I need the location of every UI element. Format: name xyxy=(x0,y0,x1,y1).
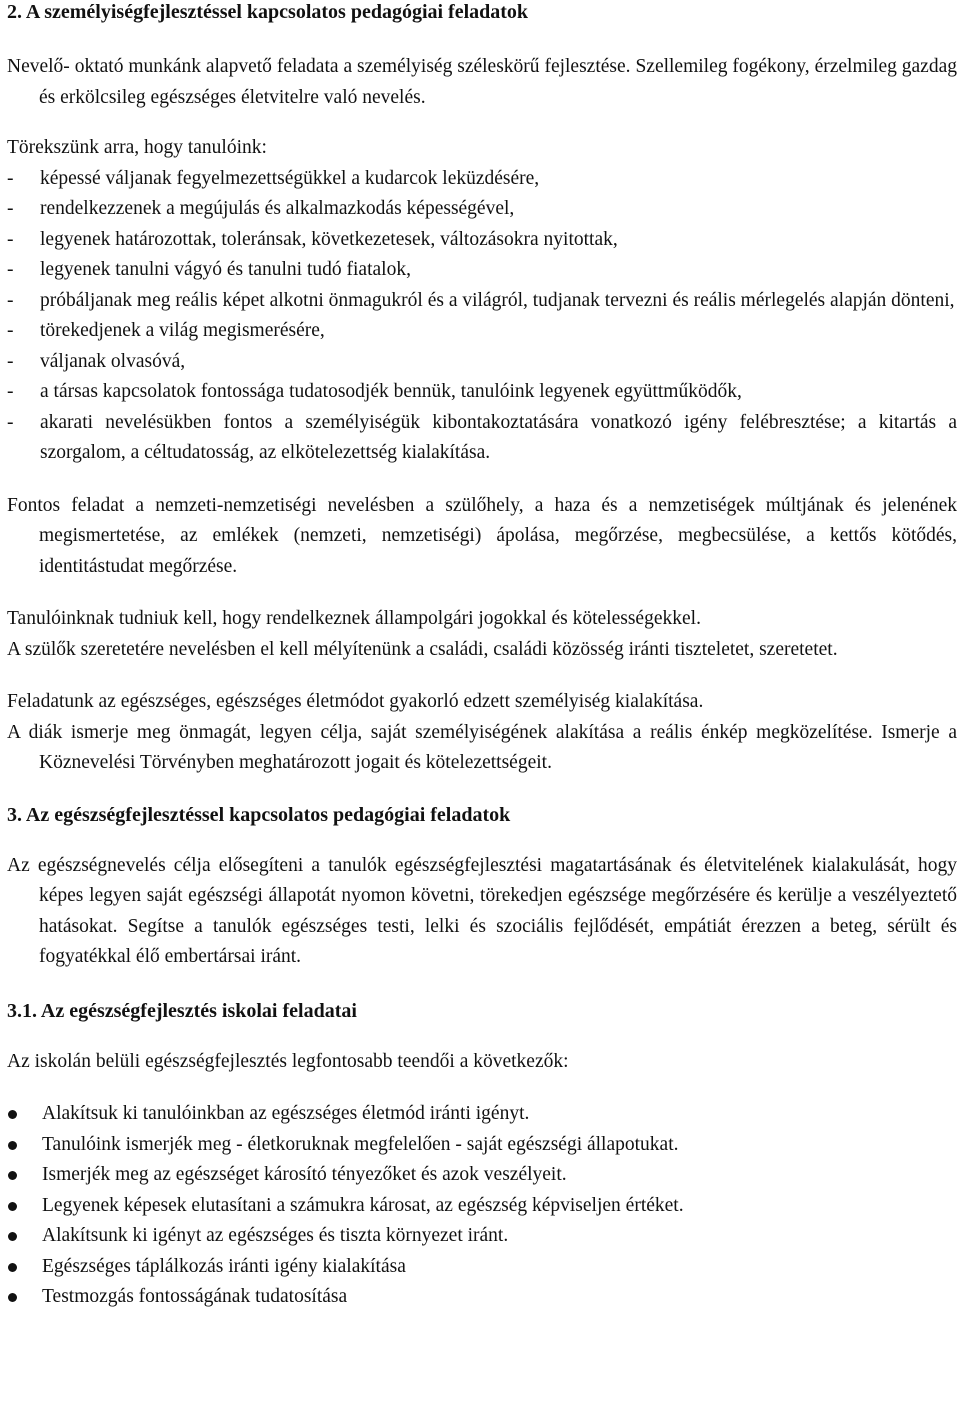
section-3-heading: 3. Az egészségfejlesztéssel kapcsolatos pedagógiai feladatok xyxy=(7,803,511,826)
list-item-text: akarati nevelésükben fontos a személyiségük kibontakoztatására vonatkozó igény felébresztése; a kitartás a szorgalom, a céltudatosság, az elkötelezettség kialakítása. xyxy=(40,411,957,463)
list-item-text: legyenek határozottak, toleránsak, következetesek, változásokra nyitottak, xyxy=(40,228,618,250)
section-2-paragraph-4a: Feladatunk az egészséges, egészséges életmódot gyakorló edzett személyiség kialakítása. xyxy=(7,691,704,712)
goals-list xyxy=(7,164,957,469)
document-page xyxy=(7,0,957,1313)
list-item-text: rendelkezzenek a megújulás és alkalmazkodás képességével, xyxy=(40,198,515,219)
dash-marker: - xyxy=(7,259,14,280)
bullet-item-text: Legyenek képesek elutasítani a számukra károsat, az egészség képviseljen értéket. xyxy=(42,1194,684,1216)
bullet-icon xyxy=(7,1130,42,1161)
list-item-text: legyenek tanulni vágyó és tanulni tudó fiatalok, xyxy=(40,259,411,280)
list-item xyxy=(7,286,957,317)
bullet-icon xyxy=(7,1099,42,1130)
dash-marker: - xyxy=(7,381,14,402)
health-tasks-list xyxy=(7,1099,957,1313)
dash-marker: - xyxy=(7,167,14,189)
list-item-text: váljanak olvasóvá, xyxy=(40,350,186,372)
list-item xyxy=(7,347,957,378)
bullet-item xyxy=(7,1099,957,1130)
bullet-item xyxy=(7,1130,957,1161)
list-item xyxy=(7,377,957,408)
bullet-icon xyxy=(7,1191,42,1222)
dash-marker: - xyxy=(7,198,14,219)
bullet-item xyxy=(7,1191,957,1222)
section-2-paragraph-3b: A szülők szeretetére nevelésben el kell mélyítenünk a családi, családi közösség iránti tiszteletet, szeretetet. xyxy=(7,638,838,660)
bullet-item-text: Testmozgás fontosságának tudatosítása xyxy=(42,1286,348,1307)
bullet-icon xyxy=(7,1282,42,1313)
dash-marker: - xyxy=(7,228,14,250)
section-2-heading: 2. A személyiségfejlesztéssel kapcsolatos pedagógiai feladatok xyxy=(7,1,529,23)
list-item xyxy=(7,255,957,286)
section-2-paragraph-4b: A diák ismerje meg önmagát, legyen célja, saját személyiségének alakítása a reális énkép megközelítése. Ismerje a Köznevelési Törvényben meghatározott jogait és kötelezettségeit. xyxy=(7,721,957,773)
list-item xyxy=(7,316,957,347)
list-item-text: törekedjenek a világ megismerésére, xyxy=(40,320,325,341)
section-2-paragraph-3a: Tanulóinknak tudniuk kell, hogy rendelkeznek állampolgári jogokkal és kötelességekkel. xyxy=(7,608,701,629)
section-2-paragraph-2: Fontos feladat a nemzeti-nemzetiségi nevelésben a szülőhely, a haza és a nemzetiségek múltjának és jelenének megismertetése, az emlékek (nemzeti, nemzetiségi) ápolása, megőrzése, megbecsülése, a kettős kötődés, identitástudat megőrzése. xyxy=(7,494,957,577)
bullet-item-text: Egészséges táplálkozás iránti igény kialakítása xyxy=(42,1255,406,1277)
dash-marker: - xyxy=(7,289,14,311)
bullet-icon xyxy=(7,1160,42,1191)
bullet-item-text: Alakítsunk ki igényt az egészséges és tiszta környezet iránt. xyxy=(42,1225,509,1246)
bullet-icon xyxy=(7,1221,42,1252)
dash-marker: - xyxy=(7,350,14,372)
section-3-paragraph-1: Az egészségnevelés célja elősegíteni a tanulók egészségfejlesztési magatartásának és életvitelének kialakulását, hogy képes legyen saját egészségi állapotát nyomon követni, törekedjen egészsége megőrzésére és kerülje a veszélyeztető hatásokat. Segítse a tanulók egészséges testi, lelki és szociális fejlődését, empátiát érezzen a beteg, sérült és fogyatékkal élő embertársai iránt. xyxy=(7,854,957,967)
section-2-intro: Törekszünk arra, hogy tanulóink: xyxy=(7,137,267,158)
list-item-text: a társas kapcsolatok fontossága tudatosodjék bennük, tanulóink legyenek együttműködők, xyxy=(40,381,742,402)
list-item xyxy=(7,164,957,195)
bullet-item-text: Alakítsuk ki tanulóinkban az egészséges életmód iránti igényt. xyxy=(42,1103,530,1124)
dash-marker: - xyxy=(7,320,14,341)
bullet-item xyxy=(7,1160,957,1191)
section-2-paragraph-1: Nevelő- oktató munkánk alapvető feladata a személyiség széleskörű fejlesztése. Szellemileg fogékony, érzelmileg gazdag és erkölcsileg egészséges életvitelre való nevelés. xyxy=(7,56,957,108)
section-3-1-intro: Az iskolán belüli egészségfejlesztés legfontosabb teendői a következők: xyxy=(7,1050,569,1072)
dash-marker: - xyxy=(7,411,14,433)
section-3-1-heading: 3.1. Az egészségfejlesztés iskolai feladatai xyxy=(7,999,357,1022)
bullet-item-text: Tanulóink ismerjék meg - életkoruknak megfelelően - saját egészségi állapotukat. xyxy=(42,1133,679,1155)
bullet-item xyxy=(7,1252,957,1283)
bullet-item-text: Ismerjék meg az egészséget károsító tényezőket és azok veszélyeit. xyxy=(42,1164,567,1185)
bullet-icon xyxy=(7,1252,42,1283)
list-item-text: próbáljanak meg reális képet alkotni önmagukról és a világról, tudjanak tervezni és reális mérlegelés alapján dönteni, xyxy=(40,289,955,311)
list-item-text: képessé váljanak fegyelmezettségükkel a kudarcok leküzdésére, xyxy=(40,167,540,189)
list-item xyxy=(7,225,957,256)
list-item xyxy=(7,194,957,225)
list-item xyxy=(7,408,957,469)
bullet-item xyxy=(7,1221,957,1252)
bullet-item xyxy=(7,1282,957,1313)
